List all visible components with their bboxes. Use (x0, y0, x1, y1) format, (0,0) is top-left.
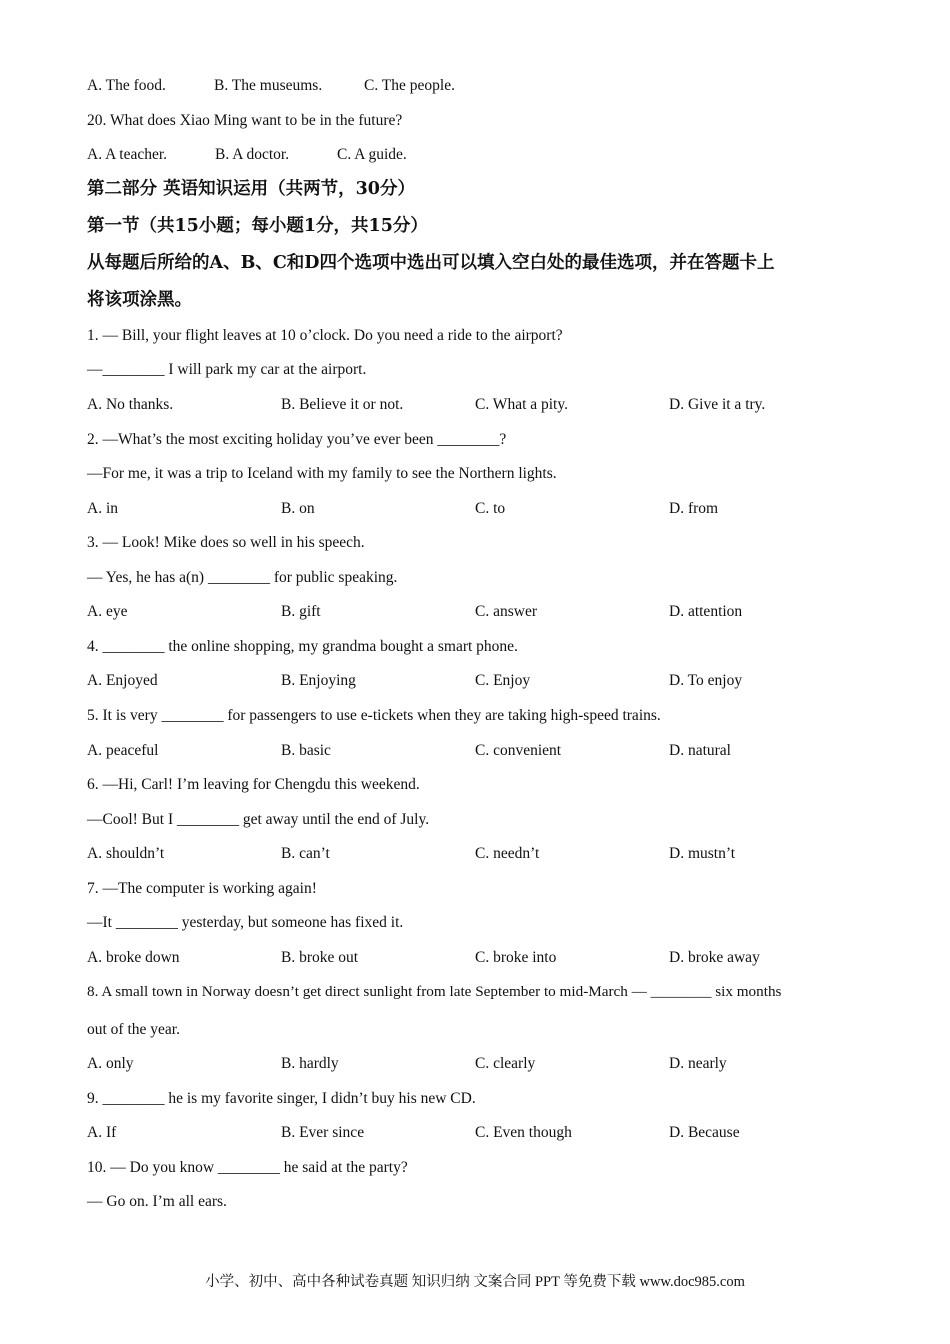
q20-option-c: C. A guide. (337, 146, 407, 163)
q20-stem: 20. What does Xiao Ming want to be in the future? (87, 112, 403, 129)
q4-option-a: A. Enjoyed (87, 672, 158, 689)
q9-line-1: 9. ________ he is my favorite singer, I didn’t buy his new CD. (87, 1090, 476, 1107)
q6-line-1: 6. —Hi, Carl! I’m leaving for Chengdu this weekend. (87, 776, 420, 793)
q1-option-b: B. Believe it or not. (281, 396, 404, 413)
q2-option-a: A. in (87, 500, 118, 517)
q20-option-a: A. A teacher. (87, 146, 168, 163)
q4-line-1: 4. ________ the online shopping, my grandma bought a smart phone. (87, 638, 518, 655)
q6-line-2: —Cool! But I ________ get away until the end of July. (87, 811, 430, 828)
q7-option-a: A. broke down (87, 949, 180, 966)
q3-option-a: A. eye (87, 603, 128, 620)
q3-line-2: — Yes, he has a(n) ________ for public speaking. (87, 569, 398, 586)
q19-option-a: A. The food. (87, 77, 166, 94)
q4-option-c: C. Enjoy (475, 672, 531, 689)
q20-option-b: B. A doctor. (215, 146, 290, 163)
q1-option-d: D. Give it a try. (669, 396, 766, 413)
q4-option-b: B. Enjoying (281, 672, 356, 689)
q10-line-2: — Go on. I’m all ears. (87, 1193, 227, 1210)
q6-option-b: B. can’t (281, 845, 330, 862)
q4-option-d: D. To enjoy (669, 672, 743, 689)
q9-option-c: C. Even though (475, 1124, 572, 1141)
q7-option-b: B. broke out (281, 949, 359, 966)
subsection-title: 第一节（共15小题；每小题1分，共15分） (87, 216, 428, 236)
q19-option-c: C. The people. (364, 77, 455, 94)
q3-option-b: B. gift (281, 603, 321, 620)
q1-option-a: A. No thanks. (87, 396, 174, 413)
q7-line-2: —It ________ yesterday, but someone has fixed it. (87, 914, 404, 931)
q3-line-1: 3. — Look! Mike does so well in his speech. (87, 534, 365, 551)
q9-option-b: B. Ever since (281, 1124, 365, 1141)
q2-line-2: —For me, it was a trip to Iceland with my family to see the Northern lights. (87, 465, 557, 482)
q9-option-a: A. If (87, 1124, 117, 1141)
instruction-line-1: 从每题后所给的A、B、C和D四个选项中选出可以填入空白处的最佳选项，并在答题卡上 (87, 253, 775, 273)
q8-line-2: out of the year. (87, 1021, 180, 1038)
q9-option-d: D. Because (669, 1124, 740, 1141)
q6-option-c: C. needn’t (475, 845, 540, 862)
q1-option-c: C. What a pity. (475, 396, 568, 413)
q8-option-a: A. only (87, 1055, 134, 1072)
q6-option-d: D. mustn’t (669, 845, 736, 862)
instruction-line-2: 将该项涂黑。 (87, 290, 192, 310)
q10-line-1: 10. — Do you know ________ he said at the party? (87, 1159, 408, 1176)
q2-option-b: B. on (281, 500, 315, 517)
q6-option-a: A. shouldn’t (87, 845, 165, 862)
q8-option-d: D. nearly (669, 1055, 727, 1072)
q8-line-1: 8. A small town in Norway doesn’t get direct sunlight from late September to mid-March — ________ six months (87, 983, 782, 1000)
q2-option-c: C. to (475, 500, 506, 517)
q5-line-1: 5. It is very ________ for passengers to use e-tickets when they are taking high-speed trains. (87, 707, 661, 724)
q3-option-c: C. answer (475, 603, 537, 620)
q2-line-1: 2. —What’s the most exciting holiday you’ve ever been ________? (87, 431, 507, 448)
q8-option-b: B. hardly (281, 1055, 339, 1072)
q3-option-d: D. attention (669, 603, 743, 620)
part-title: 第二部分 英语知识运用（共两节，30分） (87, 179, 415, 199)
q5-option-b: B. basic (281, 742, 331, 759)
q5-option-d: D. natural (669, 742, 731, 759)
page-footer: 小学、初中、高中各种试卷真题 知识归纳 文案合同 PPT 等免费下载 www.doc985.com (205, 1274, 745, 1290)
q7-line-1: 7. —The computer is working again! (87, 880, 317, 897)
q1-line-1: 1. — Bill, your flight leaves at 10 o’clock. Do you need a ride to the airport? (87, 327, 563, 344)
q1-line-2: —________ I will park my car at the airport. (87, 361, 367, 378)
q2-option-d: D. from (669, 500, 719, 517)
q5-option-c: C. convenient (475, 742, 562, 759)
q7-option-d: D. broke away (669, 949, 760, 966)
q8-option-c: C. clearly (475, 1055, 536, 1072)
q19-option-b: B. The museums. (214, 77, 323, 94)
q5-option-a: A. peaceful (87, 742, 159, 759)
q7-option-c: C. broke into (475, 949, 557, 966)
